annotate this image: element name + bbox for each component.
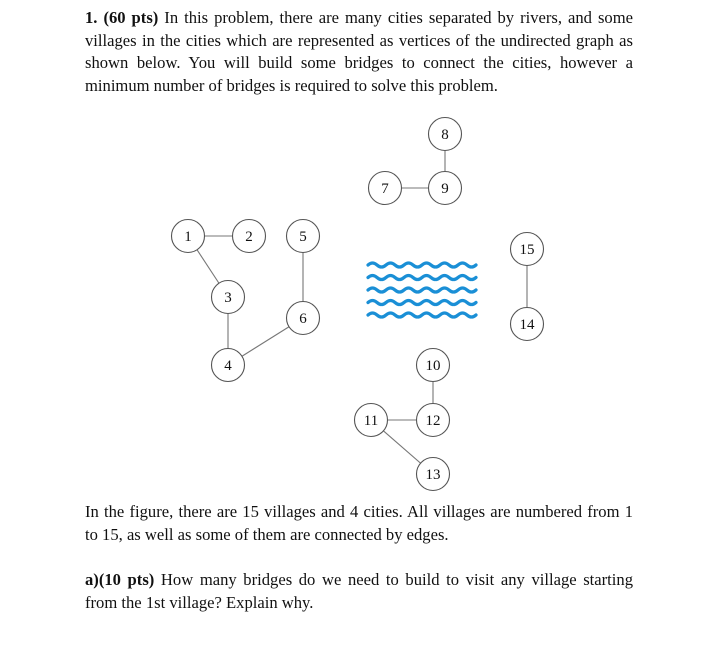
village-node-13 (417, 458, 450, 491)
problem-heading: 1. (60 pts) (85, 8, 159, 27)
village-label: 6 (299, 311, 307, 327)
village-label: 15 (519, 242, 535, 258)
village-node-5 (287, 220, 320, 253)
village-label: 7 (381, 181, 389, 197)
village-label: 10 (425, 358, 441, 374)
problem-intro: In this problem, there are many cities separated by rivers, and some villages in the cities which are represented as vertices of the undirected graph as shown below. You will build some bridges to connect the cities, however a minimum number of bridges is required to solve this problem. (85, 8, 633, 95)
village-node-8 (429, 118, 462, 151)
village-node-6 (287, 302, 320, 335)
question-a (85, 569, 633, 614)
village-label: 1 (184, 229, 192, 245)
village-label: 13 (425, 467, 441, 483)
village-label: 11 (363, 413, 379, 429)
village-label: 9 (441, 181, 449, 197)
village-node-11 (355, 404, 388, 437)
village-node-3 (212, 281, 245, 314)
village-node-1 (172, 220, 205, 253)
village-label: 3 (224, 290, 232, 306)
village-node-12 (417, 404, 450, 437)
question-a-text: How many bridges do we need to build to visit any village starting from the 1st village? Explain why. (85, 570, 633, 612)
figure-description: In the figure, there are 15 villages and 4 cities. All villages are numbered from 1 to 15, as well as some of them are connected by edges. (85, 502, 633, 544)
village-label: 8 (441, 127, 449, 143)
water-waves-icon (368, 263, 476, 317)
question-a-heading: a)(10 pts) (85, 570, 155, 589)
village-node-15 (511, 233, 544, 266)
village-node-9 (429, 172, 462, 205)
village-node-7 (369, 172, 402, 205)
village-node-2 (233, 220, 266, 253)
village-label: 12 (425, 413, 441, 429)
village-node-14 (511, 308, 544, 341)
wave-line (368, 301, 476, 305)
village-label: 2 (245, 229, 253, 245)
wave-line (368, 263, 476, 267)
village-node-4 (212, 349, 245, 382)
wave-line (368, 288, 476, 292)
wave-line (368, 313, 476, 317)
village-label: 5 (299, 229, 307, 245)
village-label: 14 (519, 317, 535, 333)
wave-line (368, 276, 476, 280)
village-label: 4 (224, 358, 232, 374)
village-node-10 (417, 349, 450, 382)
